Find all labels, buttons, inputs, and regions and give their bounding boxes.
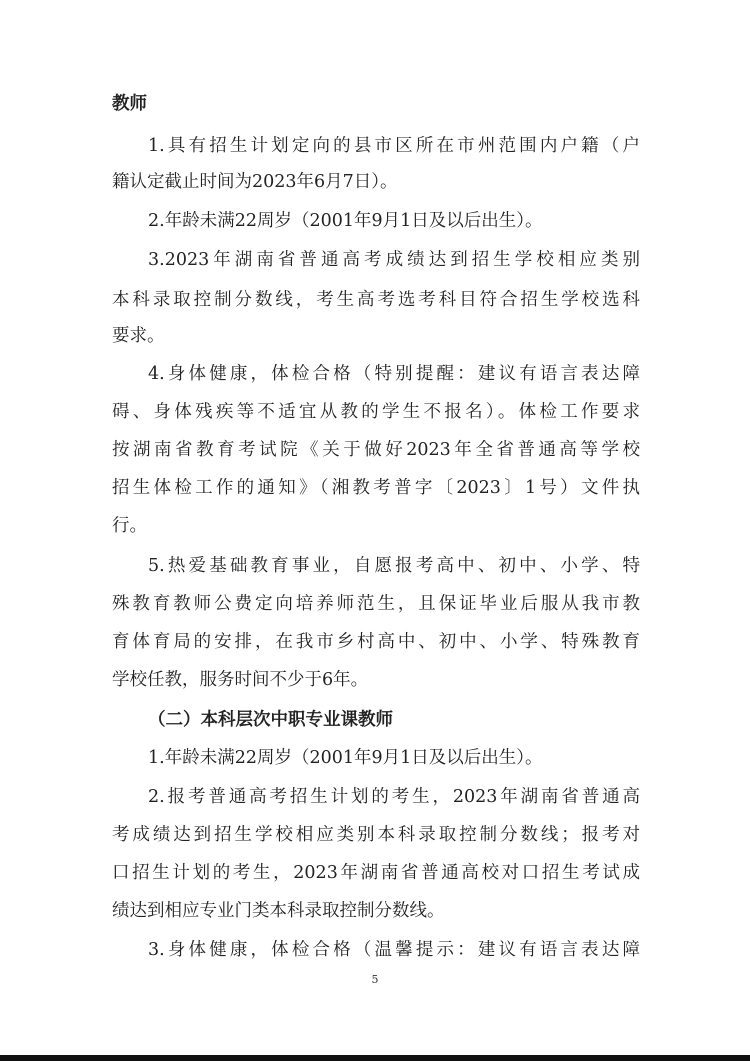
section-heading: 教师: [112, 94, 147, 114]
paragraph-line: 2.报考普通高考招生计划的考生，2023年湖南省普通高: [148, 787, 640, 807]
paragraph-line: 4.身体健康，体检合格（特别提醒：建议有语言表达障: [148, 364, 640, 384]
paragraph-line: 碍、身体残疾等不适宜从教的学生不报名）。体检工作要求: [112, 402, 640, 422]
paragraph-line: 绩达到相应专业门类本科录取控制分数线。: [112, 901, 445, 921]
paragraph-line: 口招生计划的考生，2023年湖南省普通高校对口招生考试成: [112, 863, 640, 883]
paragraph-line: 要求。: [112, 326, 165, 346]
paragraph-line: 招生体检工作的通知》（湘教考普字〔2023〕1号）文件执: [112, 478, 640, 498]
paragraph-line: 2.年龄未满22周岁（2001年9月1日及以后出生）。: [148, 211, 543, 231]
paragraph-line: 3.2023年湖南省普通高考成绩达到招生学校相应类别: [148, 250, 640, 270]
paragraph-line: 按湖南省教育考试院《关于做好2023年全省普通高等学校: [112, 440, 640, 460]
paragraph-line: 1.年龄未满22周岁（2001年9月1日及以后出生）。: [148, 748, 543, 768]
paragraph-line: 5.热爱基础教育事业，自愿报考高中、初中、小学、特: [148, 556, 640, 576]
paragraph-line: 3.身体健康，体检合格（温馨提示：建议有语言表达障: [148, 940, 640, 960]
bottom-rule: [0, 1055, 750, 1061]
section-heading: （二）本科层次中职专业课教师: [148, 710, 393, 730]
paragraph-line: 籍认定截止时间为2023年6月7日）。: [112, 172, 398, 192]
page-number: 5: [371, 973, 379, 986]
paragraph-line: 学校任教，服务时间不少于6年。: [112, 670, 369, 690]
paragraph-line: 本科录取控制分数线，考生高考选考科目符合招生学校选科: [112, 290, 640, 310]
paragraph-line: 育体育局的安排，在我市乡村高中、初中、小学、特殊教育: [112, 632, 640, 652]
paragraph-line: 行。: [112, 516, 147, 536]
paragraph-line: 1.具有招生计划定向的县市区所在市州范围内户籍（户: [148, 136, 640, 156]
paragraph-line: 殊教育教师公费定向培养师范生，且保证毕业后服从我市教: [112, 594, 640, 614]
paragraph-line: 考成绩达到招生学校相应类别本科录取控制分数线；报考对: [112, 825, 640, 845]
